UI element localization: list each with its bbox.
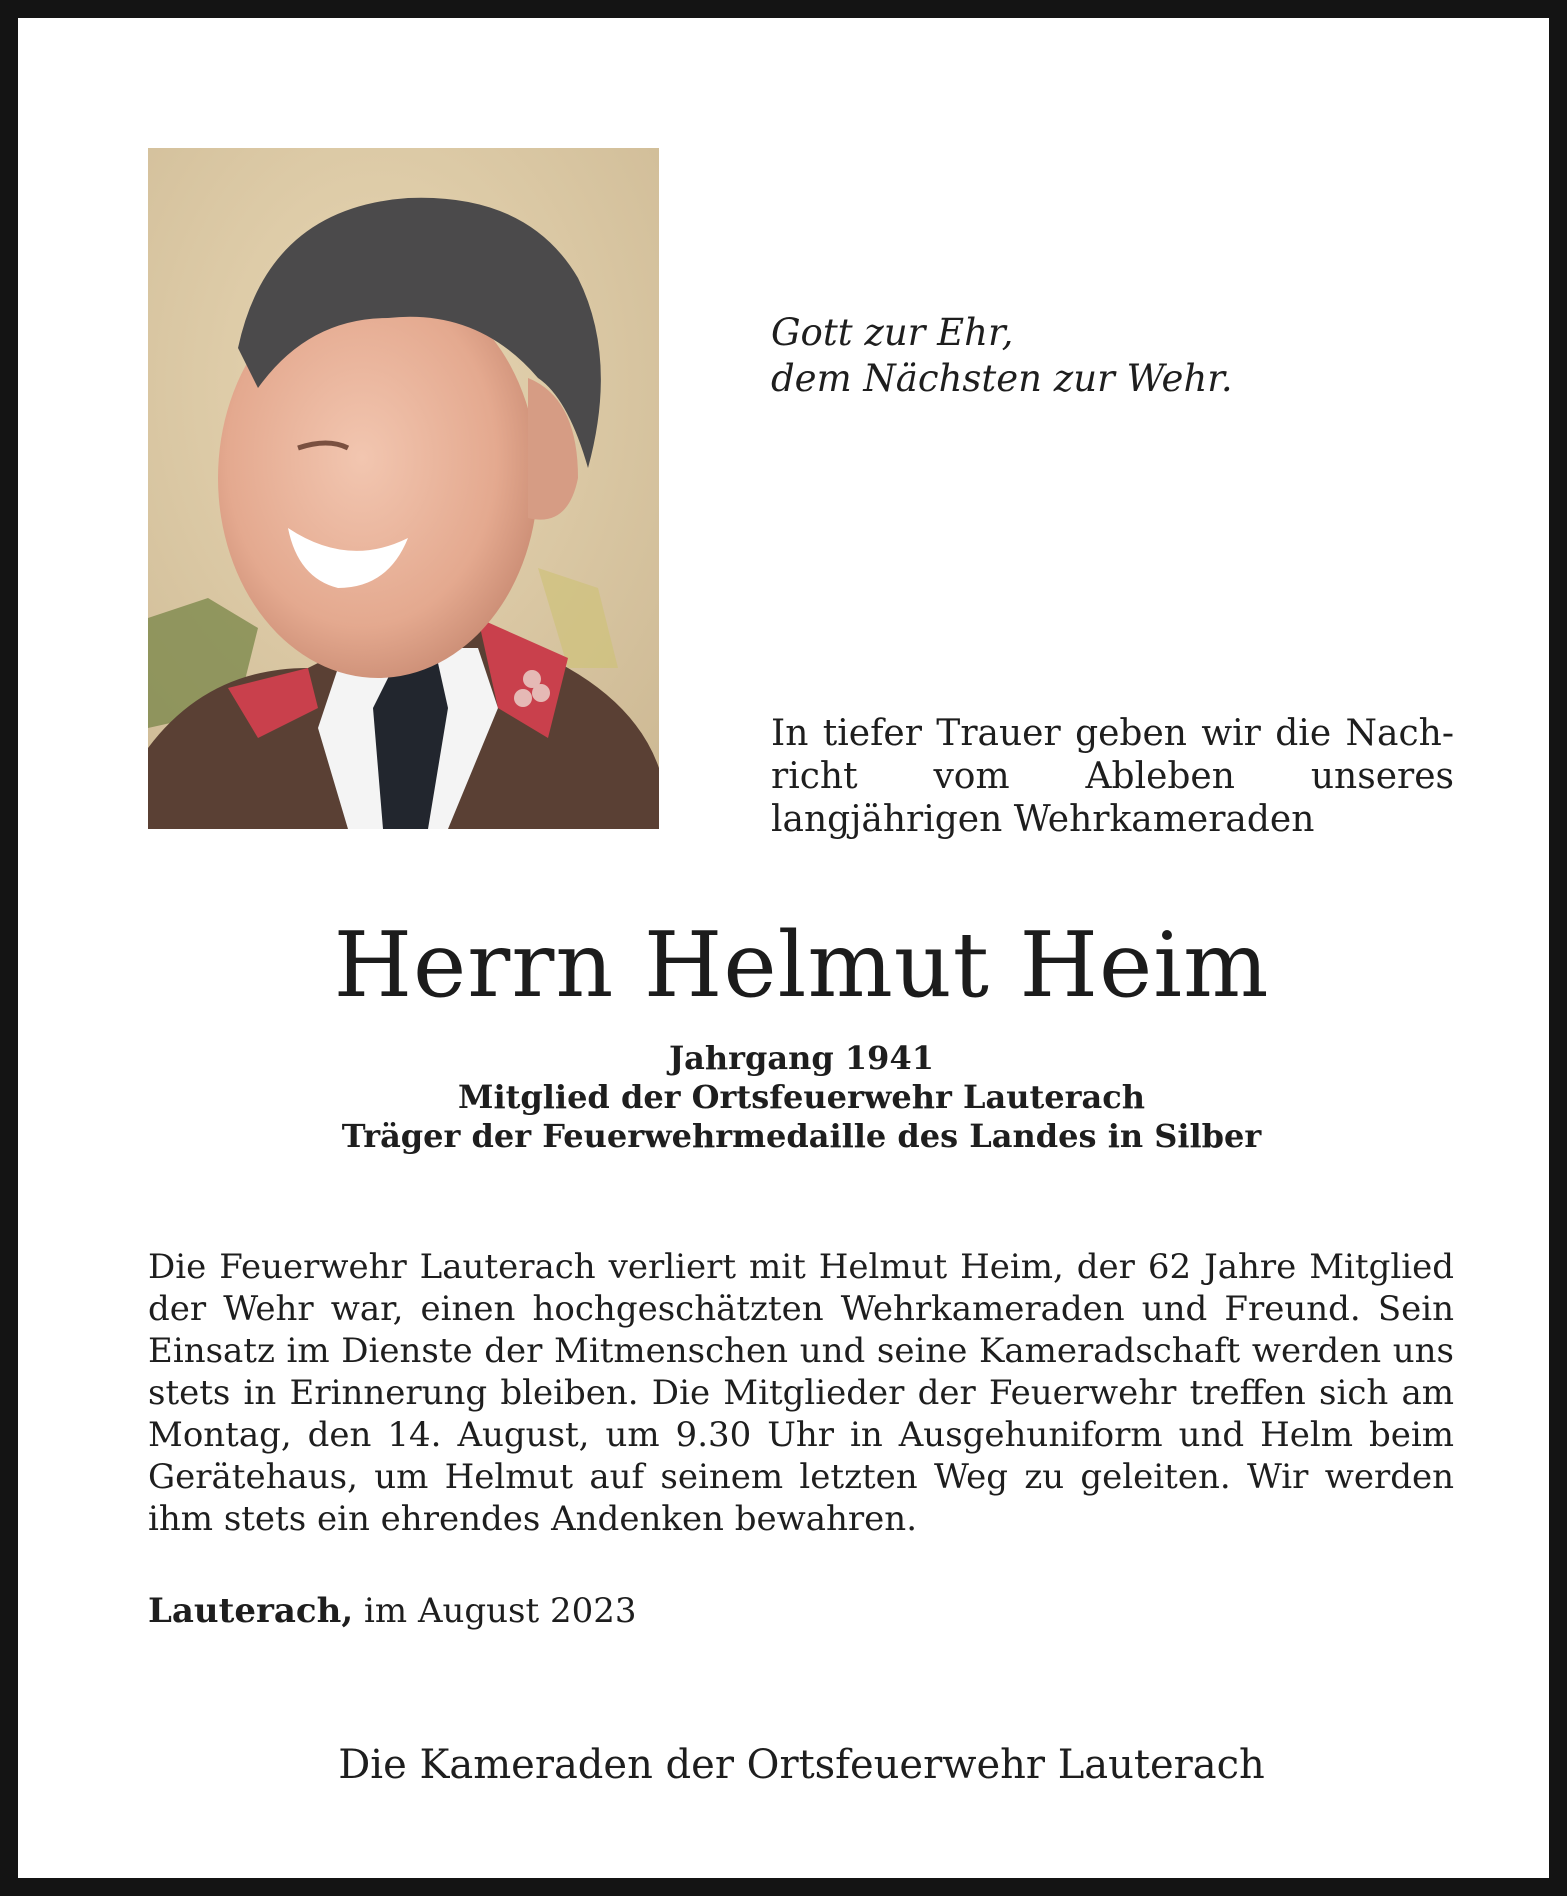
fact-line: Mitglied der Ortsfeuerwehr Lauterach: [458, 1078, 1145, 1116]
portrait-image: [148, 148, 659, 829]
place-date: [148, 1590, 637, 1632]
date: im August 2023: [364, 1591, 637, 1631]
body-text: Die Feuerwehr Lauterach verliert mit Helmut Heim, der 62 Jahre Mitglied der Wehr war, einen hochgeschätzten Wehrkameraden und Freund. Sein Einsatz im Dienste der Mitmenschen und seine Kameradschaft werden uns stets in Erinnerung bleiben. Die Mitglieder der Feuerwehr treffen sich am Montag, den 14. August, um 9.30 Uhr in Ausgehuniform und Helm beim Gerätehaus, um Helmut auf seinem letzten Weg zu geleiten. Wir werden ihm stets ein ehrendes Andenken bewahren.: [148, 1247, 1454, 1539]
motto-line-1: Gott zur Ehr,: [771, 311, 1014, 354]
intro-text: In tiefer Trauer geben wir die Nachricht vom Ableben unseres langjährigen Wehrkameraden: [771, 713, 1454, 840]
facts-block: [18, 1039, 1567, 1156]
portrait-photo: [148, 148, 659, 829]
motto-line-2: dem Nächsten zur Wehr.: [771, 357, 1233, 400]
signature: Die Kameraden der Ortsfeuerwehr Lauterach: [338, 1742, 1265, 1788]
fact-line: Träger der Feuerwehrmedaille des Landes in Silber: [341, 1117, 1262, 1155]
fact-line: Jahrgang 1941: [669, 1039, 934, 1077]
motto: [771, 310, 1233, 402]
place: Lauterach,: [148, 1591, 354, 1631]
deceased-name: Herrn Helmut Heim: [333, 913, 1270, 1018]
